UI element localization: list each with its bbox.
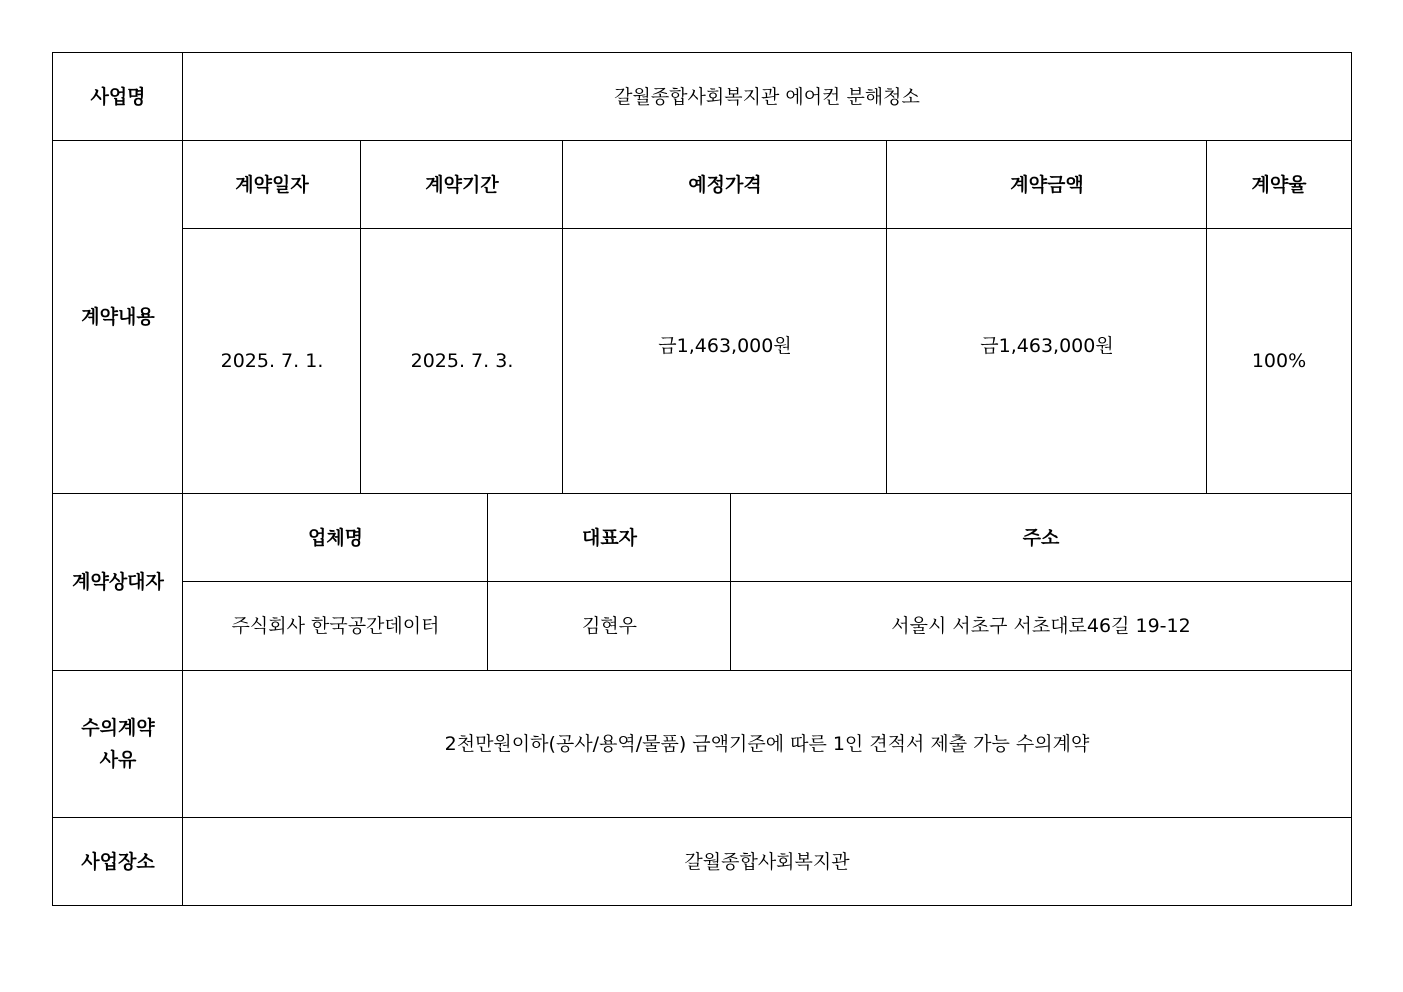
project-name-value: 갈월종합사회복지관 에어컨 분해청소 xyxy=(614,86,920,108)
private-contract-reason-value: 2천만원이하(공사/용역/물품) 금액기준에 따른 1인 견적서 제출 가능 수의계약 xyxy=(444,733,1090,755)
estimated-price-header: 예정가격 xyxy=(688,174,762,196)
project-location-label: 사업장소 xyxy=(81,850,155,873)
contract-info-table xyxy=(52,52,1352,906)
contract-rate-header: 계약율 xyxy=(1251,174,1307,196)
contract-period-header: 계약기간 xyxy=(425,174,499,196)
representative-value: 김현우 xyxy=(581,615,638,637)
company-name-header: 업체명 xyxy=(307,527,364,549)
contract-amount-header: 계약금액 xyxy=(1010,174,1084,196)
project-location-value: 갈월종합사회복지관 xyxy=(684,850,850,873)
project-name-label: 사업명 xyxy=(90,86,146,108)
contract-date-header: 계약일자 xyxy=(235,174,309,196)
private-contract-reason-label xyxy=(53,671,183,817)
company-name-value: 주식회사 한국공간데이터 xyxy=(231,615,440,637)
contract-rate-value: 100% xyxy=(1251,350,1307,372)
contract-details-label: 계약내용 xyxy=(81,306,155,328)
reason-label-line2: 사유 xyxy=(99,749,137,771)
reason-label-line1: 수의계약 xyxy=(81,717,155,739)
contract-date-value: 2025. 7. 1. xyxy=(220,350,324,372)
address-header: 주소 xyxy=(1022,527,1060,549)
contract-amount-value: 금1,463,000원 xyxy=(980,335,1114,357)
contract-period-value: 2025. 7. 3. xyxy=(410,350,514,372)
counterparty-label: 계약상대자 xyxy=(72,571,164,593)
address-value: 서울시 서초구 서초대로46길 19-12 xyxy=(891,615,1191,637)
estimated-price-value: 금1,463,000원 xyxy=(658,335,792,357)
representative-header: 대표자 xyxy=(581,527,638,549)
